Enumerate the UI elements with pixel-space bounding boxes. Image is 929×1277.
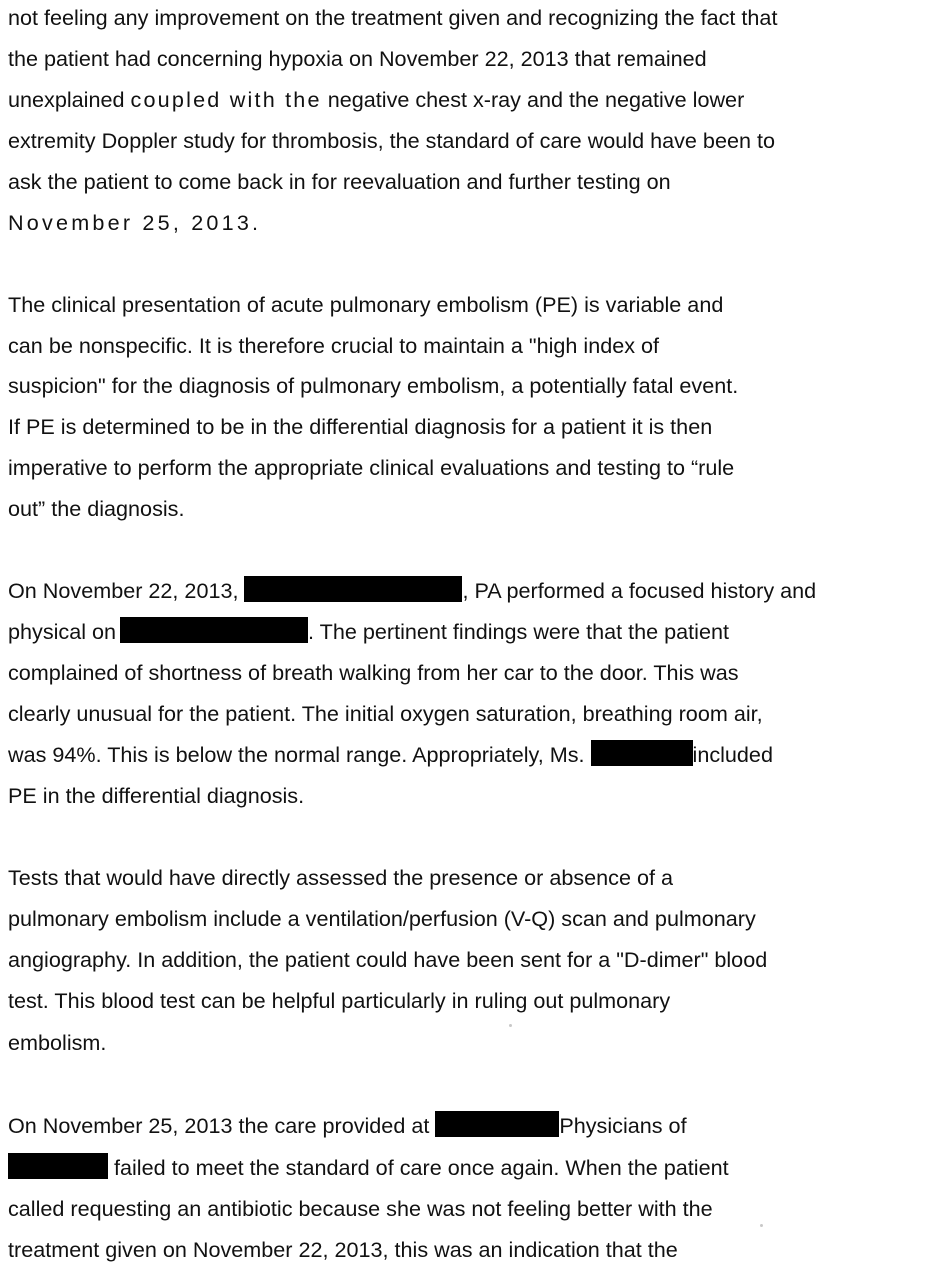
text-span: unexplained (8, 87, 125, 112)
text-line (8, 619, 729, 645)
text-line: treatment given on November 22, 2013, this was an indication that the (8, 1237, 678, 1262)
text-line: pulmonary embolism include a ventilation/perfusion (V-Q) scan and pulmonary (8, 906, 756, 931)
text-span: . The pertinent findings were that the patient (308, 619, 729, 644)
text-span: , PA performed a focused history and (462, 578, 817, 603)
text-line: Tests that would have directly assessed the presence or absence of a (8, 865, 673, 890)
text-span: coupled with the (130, 87, 322, 112)
redaction-block (8, 1153, 108, 1179)
text-line (8, 742, 773, 768)
text-line: angiography. In addition, the patient could have been sent for a "D-dimer" blood (8, 947, 768, 972)
text-line (8, 1113, 687, 1139)
text-line: PE in the differential diagnosis. (8, 783, 305, 808)
text-span: On November 22, 2013, (8, 578, 239, 603)
text-line (8, 578, 816, 604)
text-line: November 25, 2013. (8, 210, 262, 235)
text-span: was 94%. This is below the normal range. Appropriately, Ms. (8, 742, 585, 767)
redaction-block (591, 740, 693, 766)
scan-speck (509, 1024, 512, 1027)
text-line: the patient had concerning hypoxia on November 22, 2013 that remained (8, 46, 707, 71)
text-line: test. This blood test can be helpful particularly in ruling out pulmonary (8, 988, 671, 1013)
redaction-block (244, 576, 462, 602)
text-span: On November 25, 2013 the care provided at (8, 1113, 430, 1138)
text-line: imperative to perform the appropriate clinical evaluations and testing to “rule (8, 455, 735, 480)
redaction-block (120, 617, 308, 643)
text-span: physical on (8, 619, 117, 644)
scan-speck (760, 1224, 763, 1227)
text-span: Physicians of (559, 1113, 687, 1138)
text-line: complained of shortness of breath walking from her car to the door. This was (8, 660, 739, 685)
text-line: The clinical presentation of acute pulmonary embolism (PE) is variable and (8, 292, 724, 317)
text-line: not feeling any improvement on the treatment given and recognizing the fact that (8, 5, 778, 30)
text-span: included (692, 742, 773, 767)
text-line: ask the patient to come back in for reevaluation and further testing on (8, 169, 671, 194)
text-line (8, 87, 744, 113)
text-line: called requesting an antibiotic because she was not feeling better with the (8, 1196, 713, 1221)
text-span: failed to meet the standard of care once again. When the patient (114, 1155, 729, 1180)
text-line: extremity Doppler study for thrombosis, the standard of care would have been to (8, 128, 775, 153)
text-line: clearly unusual for the patient. The initial oxygen saturation, breathing room air, (8, 701, 763, 726)
text-span: negative chest x-ray and the negative lower (327, 87, 745, 112)
text-line (8, 1155, 729, 1181)
text-line: out” the diagnosis. (8, 496, 185, 521)
text-line: embolism. (8, 1030, 107, 1055)
redaction-block (435, 1111, 559, 1137)
text-line: suspicion" for the diagnosis of pulmonary embolism, a potentially fatal event. (8, 373, 739, 398)
text-line: can be nonspecific. It is therefore crucial to maintain a "high index of (8, 333, 660, 358)
text-line: If PE is determined to be in the differential diagnosis for a patient it is then (8, 414, 713, 439)
